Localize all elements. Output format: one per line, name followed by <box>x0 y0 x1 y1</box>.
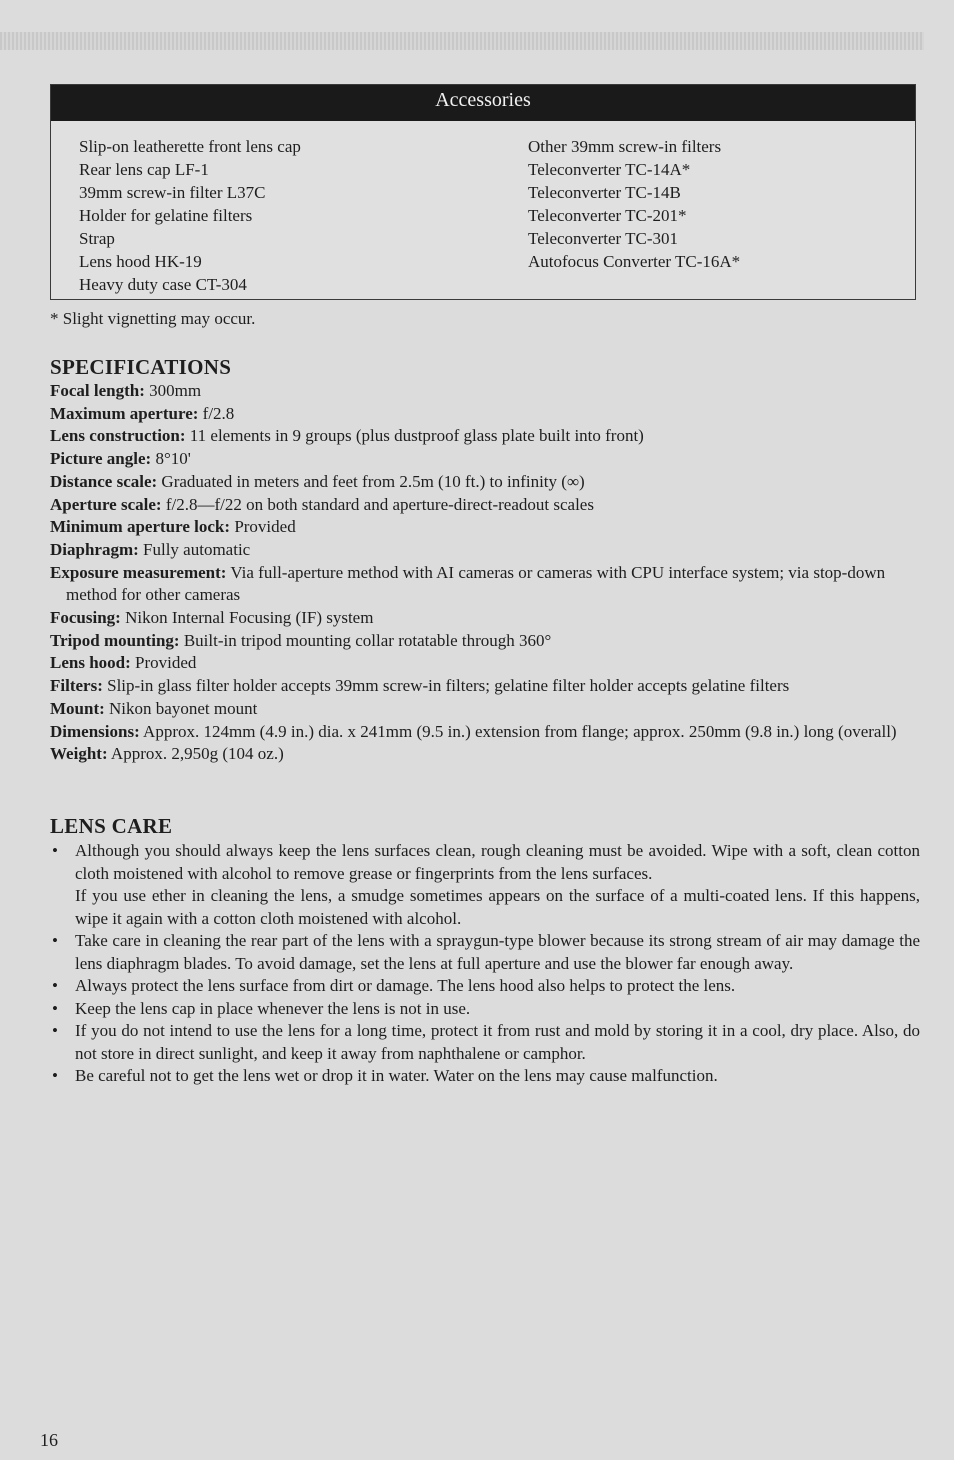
spec-row <box>50 652 920 675</box>
spec-label: Aperture scale: <box>50 494 162 514</box>
spec-label: Focal length: <box>50 381 145 400</box>
spec-row <box>50 516 920 539</box>
spec-row <box>50 425 920 448</box>
lens-care-title: LENS CARE <box>50 814 173 838</box>
spec-value: Approx. 2,950g (104 oz.) <box>110 744 284 764</box>
bullet-icon: • <box>52 931 58 950</box>
spec-value: Fully automatic <box>143 539 251 559</box>
accessory-item: Rear lens cap LF-1 <box>79 160 209 179</box>
lens-care-item <box>50 1065 920 1088</box>
spec-row <box>50 630 920 653</box>
spec-row <box>50 743 920 766</box>
spec-label: Exposure measurement: <box>50 562 227 582</box>
specifications-title: SPECIFICATIONS <box>50 355 232 379</box>
accessory-item: Autofocus Converter TC-16A* <box>528 252 741 271</box>
accessory-item: Other 39mm screw-in filters <box>528 137 722 156</box>
accessory-item: Slip-on leatherette front lens cap <box>79 137 301 156</box>
lens-care-item <box>50 975 920 998</box>
lens-care-item <box>50 1020 920 1065</box>
spec-label: Dimensions: <box>50 721 140 741</box>
bullet-icon: • <box>52 976 58 995</box>
lens-care-text: If you use ether in cleaning the lens, a smudge sometimes appears on the surface of a multi-coated lens. If this happens, wipe it again with a cotton cloth moistened with alcohol. <box>75 886 920 928</box>
spec-value: Via full-aperture method with AI cameras or cameras with CPU interface system; via stop-down method for other cameras <box>66 562 886 605</box>
bullet-icon: • <box>52 1021 58 1040</box>
spec-row <box>50 448 920 471</box>
spec-label: Lens hood: <box>50 653 131 673</box>
lens-care-item <box>50 930 920 975</box>
spec-row <box>50 721 920 744</box>
accessory-item: Teleconverter TC-14A* <box>528 160 691 179</box>
spec-label: Weight: <box>50 744 108 764</box>
spec-label: Minimum aperture lock: <box>50 517 231 537</box>
lens-care-list <box>50 840 920 1088</box>
top-border-band <box>0 32 924 50</box>
spec-row <box>50 494 920 517</box>
spec-value: Approx. 124mm (4.9 in.) dia. x 241mm (9.5 in.) extension from flange; approx. 250mm (9.8 in.) long (overall) <box>143 721 897 741</box>
page-number: 16 <box>40 1430 58 1450</box>
spec-label: Mount: <box>50 698 105 718</box>
spec-row <box>50 607 920 630</box>
bullet-icon: • <box>52 998 58 1018</box>
accessories-header: Accessories <box>51 85 915 121</box>
lens-care-text: Always protect the lens surface from dirt or damage. The lens hood also helps to protect the lens. <box>75 976 736 995</box>
accessory-item: Strap <box>79 229 115 248</box>
accessory-item: Teleconverter TC-301 <box>528 229 679 248</box>
spec-value: 8°10' <box>155 449 191 469</box>
spec-label: Focusing: <box>50 608 121 628</box>
spec-value: Slip-in glass filter holder accepts 39mm screw-in filters; gelatine filter holder accepts gelatine filters <box>107 676 790 696</box>
spec-row <box>50 403 920 426</box>
accessory-item: Teleconverter TC-201* <box>528 206 687 225</box>
accessory-item: Lens hood HK-19 <box>79 252 202 271</box>
spec-row <box>50 698 920 721</box>
spec-value: 300mm <box>149 381 202 400</box>
spec-value: Nikon Internal Focusing (IF) system <box>125 608 374 628</box>
accessories-left-column <box>79 135 301 296</box>
accessory-item: Heavy duty case CT-304 <box>79 275 247 294</box>
accessory-item: Teleconverter TC-14B <box>528 183 681 202</box>
spec-label: Diaphragm: <box>50 539 139 559</box>
spec-label: Maximum aperture: <box>50 403 199 423</box>
spec-row <box>50 471 920 494</box>
spec-label: Picture angle: <box>50 449 152 469</box>
spec-value: Nikon bayonet mount <box>109 698 258 718</box>
lens-care-text: If you do not intend to use the lens for a long time, protect it from rust and mold by storing it in a cool, dry place. Also, do not store in direct sunlight, and keep it away from naphthalene or camphor. <box>75 1021 920 1063</box>
bullet-icon: • <box>52 841 58 860</box>
spec-row <box>50 675 920 698</box>
spec-row <box>50 539 920 562</box>
specifications-list <box>50 380 920 766</box>
spec-value: Provided <box>135 653 197 673</box>
spec-value: f/2.8 <box>202 403 235 423</box>
lens-care-item <box>50 840 920 930</box>
lens-care-text: Take care in cleaning the rear part of the lens with a spraygun-type blower because its strong stream of air may damage the lens diaphragm blades. To avoid damage, set the lens at full aperture and use the blower far enough away. <box>75 931 920 973</box>
spec-value: f/2.8—f/22 on both standard and aperture-direct-readout scales <box>165 494 594 514</box>
lens-care-item <box>50 998 920 1021</box>
lens-care-text: Keep the lens cap in place whenever the lens is not in use. <box>75 998 471 1018</box>
spec-row <box>50 562 920 607</box>
vignetting-footnote: * Slight vignetting may occur. <box>50 309 256 328</box>
spec-row <box>50 380 920 403</box>
lens-care-text: Be careful not to get the lens wet or drop it in water. Water on the lens may cause malfunction. <box>75 1066 718 1085</box>
spec-value: 11 elements in 9 groups (plus dustproof glass plate built into front) <box>189 426 644 446</box>
spec-value: Built-in tripod mounting collar rotatable through 360° <box>183 630 552 650</box>
accessories-box <box>50 84 916 300</box>
lens-care-text: Although you should always keep the lens surfaces clean, rough cleaning must be avoided. Wipe with a soft, clean cotton cloth moistened with alcohol to remove grease or fingerprints from the lens surfaces. <box>75 841 920 883</box>
spec-label: Distance scale: <box>50 471 158 491</box>
accessory-item: Holder for gelatine filters <box>79 206 253 225</box>
spec-label: Filters: <box>50 676 103 696</box>
accessory-item: 39mm screw-in filter L37C <box>79 183 266 202</box>
spec-value: Graduated in meters and feet from 2.5m (10 ft.) to infinity (∞) <box>161 471 585 491</box>
spec-value: Provided <box>234 517 296 537</box>
bullet-icon: • <box>52 1066 58 1085</box>
accessories-right-column <box>528 135 740 273</box>
spec-label: Tripod mounting: <box>50 630 180 650</box>
spec-label: Lens construction: <box>50 426 186 446</box>
